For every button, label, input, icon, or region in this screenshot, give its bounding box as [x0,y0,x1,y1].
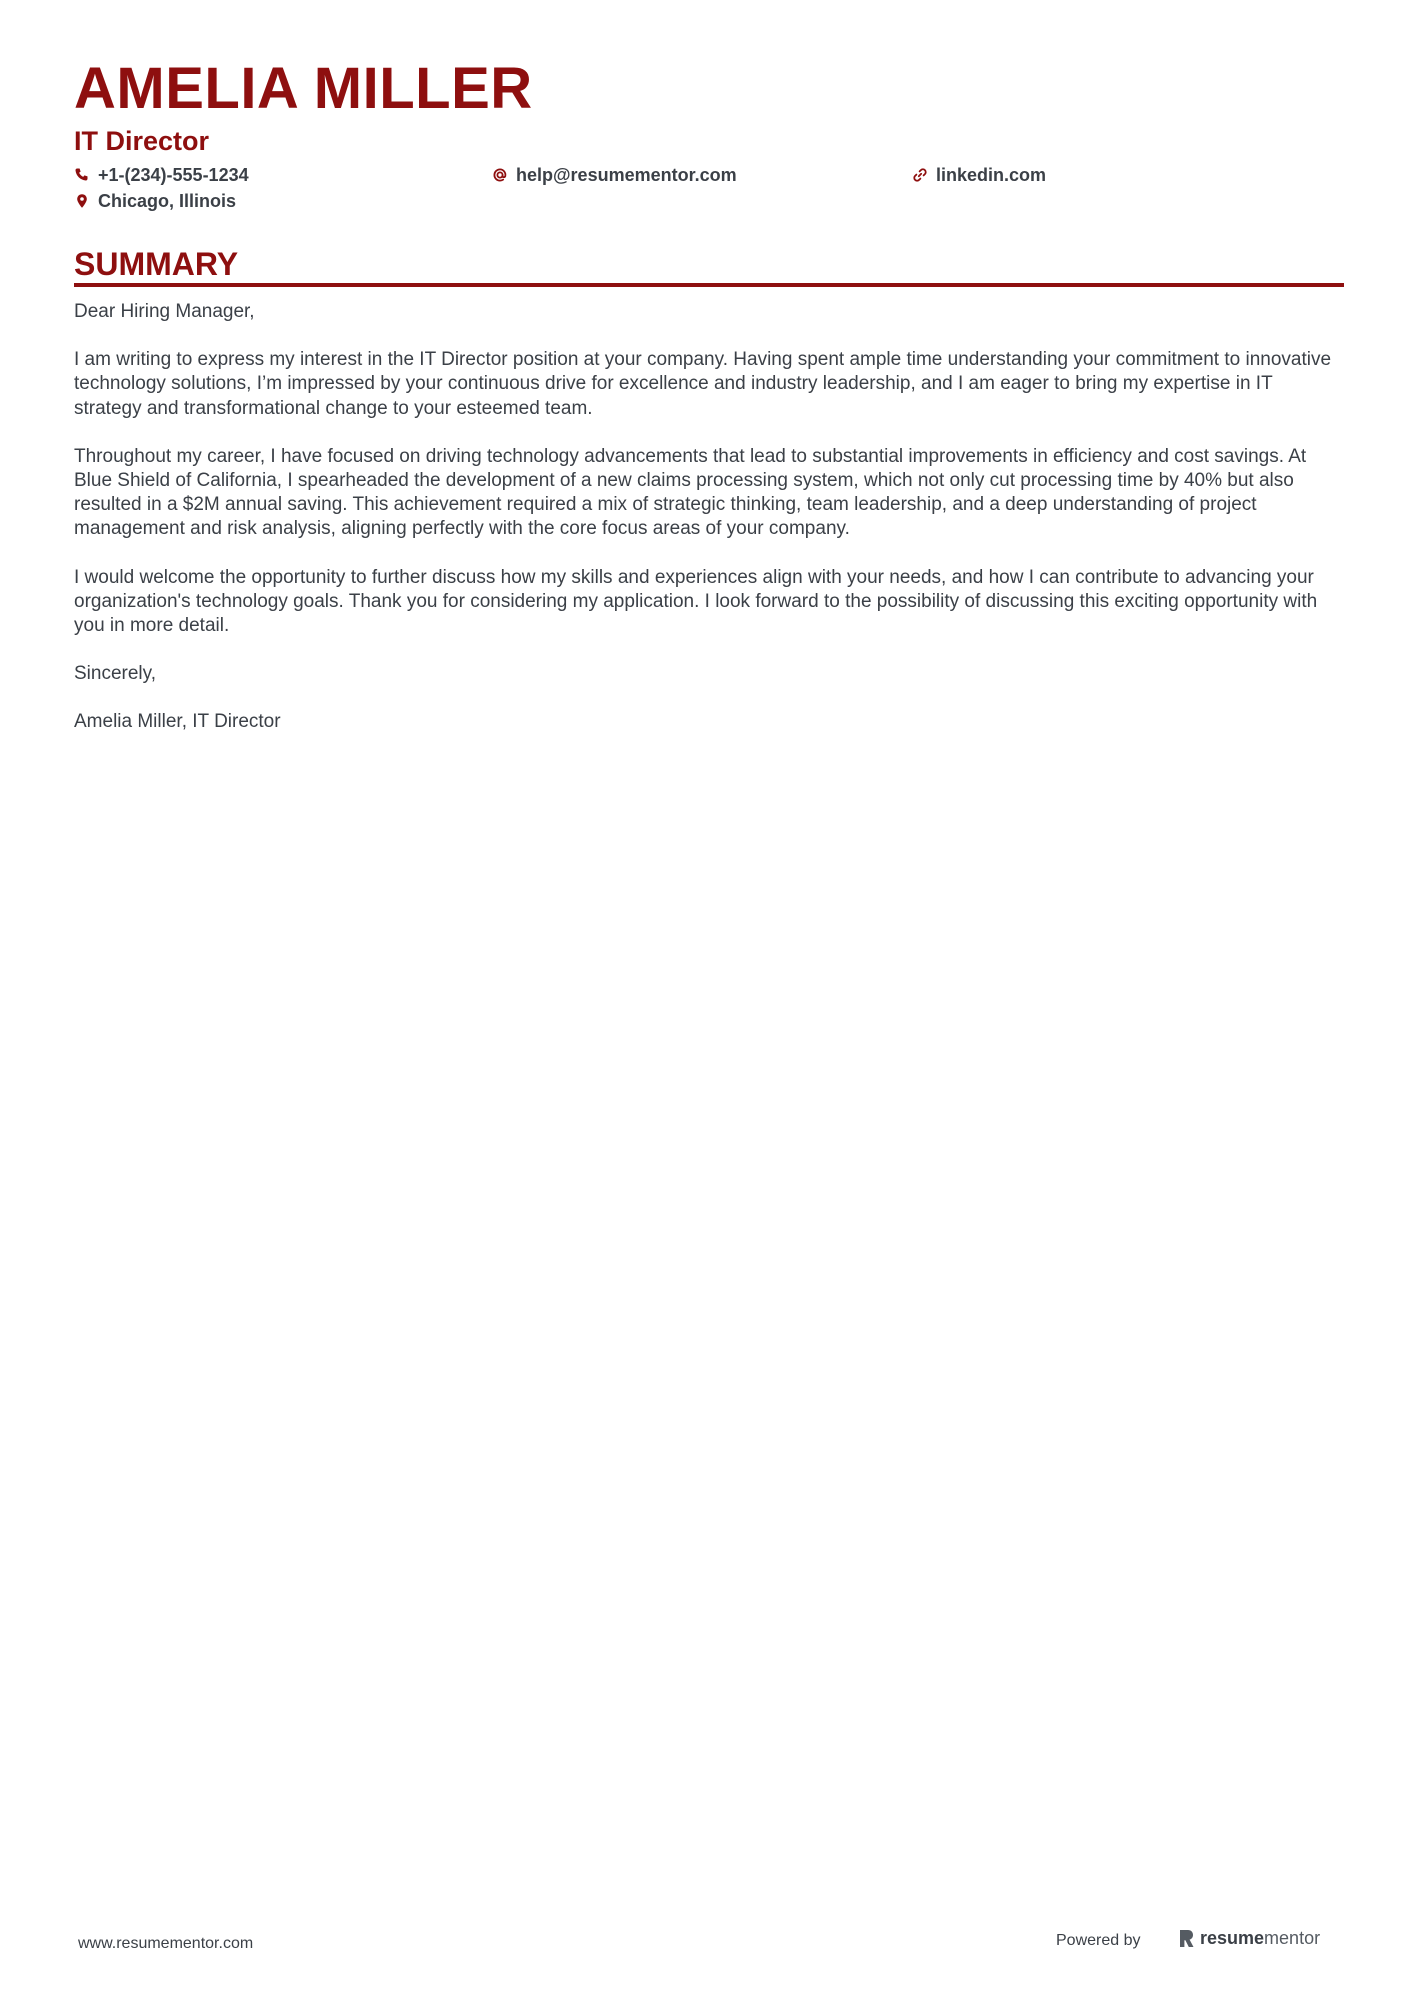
link-icon [912,167,928,183]
phone-text: +1-(234)-555-1234 [98,165,249,185]
contact-location [74,192,236,210]
contact-phone [74,166,249,184]
candidate-name: AMELIA MILLER [74,56,533,121]
section-title-summary: SUMMARY [74,246,239,282]
resume-page [74,0,1344,1995]
powered-by-label: Powered by [1056,1932,1141,1949]
linkedin-text[interactable]: linkedin.com [936,165,1047,185]
section-divider [74,283,1344,287]
letter-greeting: Dear Hiring Manager, [74,301,255,322]
brand-logo[interactable] [1178,1927,1320,1949]
contact-linkedin[interactable] [912,166,1046,184]
at-icon [492,167,508,183]
map-pin-icon [74,193,90,209]
phone-icon [74,167,90,183]
email-text[interactable]: help@resumementor.com [516,165,737,185]
footer-website-link[interactable]: www.resumementor.com [78,1935,254,1952]
letter-closing: Sincerely, [74,663,157,685]
contact-email[interactable] [492,166,737,184]
brand-text-resume: resume [1200,1927,1265,1948]
job-title: IT Director [74,126,210,156]
resumementor-logo-icon [1178,1927,1196,1949]
letter-signature: Amelia Miller, IT Director [74,711,281,733]
letter-paragraph-1: I am writing to express my interest in the IT Director position at your company. Having spent ample time understanding your commitment to innovative technology solutions, I’m impressed by your continuous drive for excellence and industry leadership, and I am eager to bring my expertise in IT strategy and transformational change to your esteemed team. [74,349,1332,419]
brand-text-mentor: mentor [1264,1927,1321,1948]
location-text: Chicago, Illinois [98,191,237,211]
cover-letter-body [74,300,1344,759]
letter-paragraph-3: I would welcome the opportunity to further discuss how my skills and experiences align with your needs, and how I can contribute to advancing your organization's technology goals. Thank you for considering my application. I look forward to the possibility of discussing this exciting opportunity with you in more detail. [74,566,1318,637]
letter-paragraph-2: Throughout my career, I have focused on driving technology advancements that lead to substantial improvements in efficiency and cost savings. At Blue Shield of California, I spearheaded the development of a new claims processing system, which not only cut processing time by 40% but also resulted in a $2M annual saving. This achievement required a mix of strategic thinking, team leadership, and a deep understanding of project management and risk analysis, aligning perfectly with the core focus areas of your company. [74,445,1307,540]
